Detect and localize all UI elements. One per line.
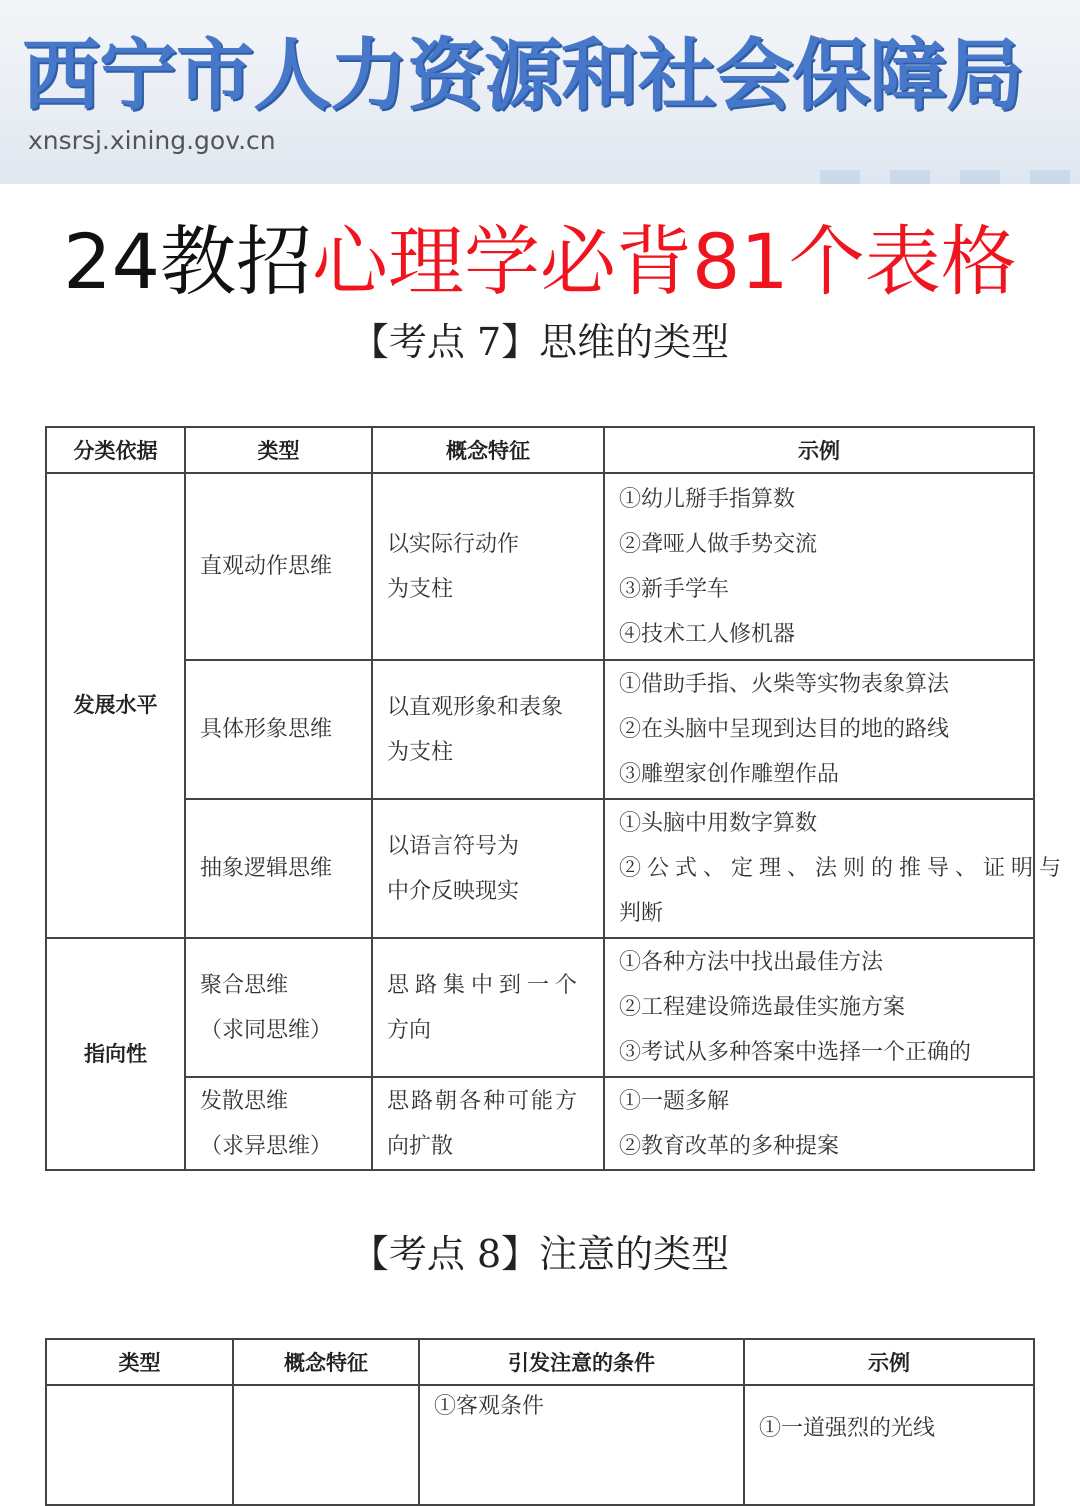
example-text: ④技术工人修机器 (619, 621, 796, 647)
type-cell (185, 473, 372, 660)
example-text: ②聋哑人做手势交流 (619, 531, 818, 557)
type-text: 聚合思维 (200, 972, 289, 998)
header-example: 示例 (744, 1339, 1034, 1385)
example-cell (744, 1385, 1034, 1505)
table-row (46, 938, 1034, 1077)
example-cell (604, 660, 1034, 799)
concept-text: 方向 (387, 1017, 432, 1043)
concept-text: 以直观形象和表象 (387, 694, 564, 720)
type-text: （求异思维） (200, 1133, 333, 1159)
concept-text: 思路集中到一个 (387, 972, 584, 998)
type-cell (46, 1385, 233, 1505)
concept-cell (233, 1385, 419, 1505)
example-text: ③考试从多种答案中选择一个正确的 (619, 1040, 972, 1065)
concept-text: 为支柱 (387, 739, 454, 765)
example-text: ①各种方法中找出最佳方法 (619, 950, 884, 975)
concept-cell (372, 660, 604, 799)
type-cell (185, 938, 372, 1077)
example-text: ①头脑中用数字算数 (619, 811, 818, 836)
banner-title: 西宁市人力资源和社会保障局 (22, 31, 1024, 121)
header-type: 类型 (185, 427, 372, 473)
section-7-title: 【考点 7】思维的类型 (350, 320, 730, 364)
example-cell (604, 938, 1034, 1077)
concept-text: 中介反映现实 (387, 878, 520, 904)
concept-text: 向扩散 (387, 1133, 454, 1159)
thinking-types-table (45, 426, 1068, 1171)
condition-text: ①客观条件 (434, 1394, 545, 1419)
example-text: ①借助手指、火柴等实物表象算法 (619, 672, 950, 697)
header-banner (0, 0, 1080, 184)
header-basis: 分类依据 (46, 427, 185, 473)
example-text: ②公式、定理、法则的推导、证明与 (619, 856, 1068, 881)
example-text: ②在头脑中呈现到达目的地的路线 (619, 717, 950, 742)
basis-cell: 发展水平 (46, 473, 185, 938)
section-8-title: 【考点 8】注意的类型 (350, 1232, 730, 1276)
condition-cell (419, 1385, 744, 1505)
type-cell (185, 799, 372, 938)
type-text: 具体形象思维 (200, 717, 333, 742)
example-text: 判断 (619, 901, 664, 926)
basis-cell: 指向性 (46, 938, 185, 1170)
table-header-row (46, 427, 1034, 473)
headline-highlight: 心理学必背81个表格 (312, 217, 1017, 306)
header-type: 类型 (46, 1339, 233, 1385)
attention-types-table (45, 1338, 1035, 1506)
concept-cell (372, 799, 604, 938)
type-text: 发散思维 (200, 1088, 289, 1114)
example-text: ②工程建设筛选最佳实施方案 (619, 995, 906, 1020)
type-text: 直观动作思维 (200, 554, 333, 579)
type-text: 抽象逻辑思维 (200, 856, 333, 881)
example-text: ③雕塑家创作雕塑作品 (619, 762, 840, 787)
example-cell (604, 473, 1034, 660)
page-headline (0, 212, 1080, 312)
concept-text: 以语言符号为 (387, 833, 520, 859)
example-text: ①一道强烈的光线 (759, 1416, 936, 1441)
banner-url: xnsrsj.xining.gov.cn (28, 126, 276, 155)
type-cell (185, 1077, 372, 1170)
example-text: ①幼儿掰手指算数 (619, 486, 796, 512)
example-text: ②教育改革的多种提案 (619, 1133, 840, 1159)
table-row (46, 799, 1034, 938)
concept-text: 以实际行动作 (387, 531, 520, 557)
table-header-row (46, 1339, 1034, 1385)
header-condition: 引发注意的条件 (419, 1339, 744, 1385)
type-cell (185, 660, 372, 799)
concept-text: 为支柱 (387, 576, 454, 602)
table-row (46, 1385, 1034, 1505)
example-text: ③新手学车 (619, 576, 730, 602)
type-text: （求同思维） (200, 1017, 333, 1043)
concept-cell (372, 938, 604, 1077)
example-text: ①一题多解 (619, 1088, 730, 1114)
concept-text: 思路朝各种可能方 (387, 1088, 580, 1114)
concept-cell (372, 473, 604, 660)
table-row (46, 473, 1034, 660)
table-row (46, 1077, 1034, 1170)
example-cell (604, 1077, 1034, 1170)
table-row (46, 660, 1034, 799)
header-concept: 概念特征 (372, 427, 604, 473)
example-cell (604, 799, 1068, 938)
concept-cell (372, 1077, 604, 1170)
header-concept: 概念特征 (233, 1339, 419, 1385)
banner-decoration (820, 170, 1080, 184)
header-example: 示例 (604, 427, 1034, 473)
headline-prefix: 24教招 (63, 217, 312, 306)
